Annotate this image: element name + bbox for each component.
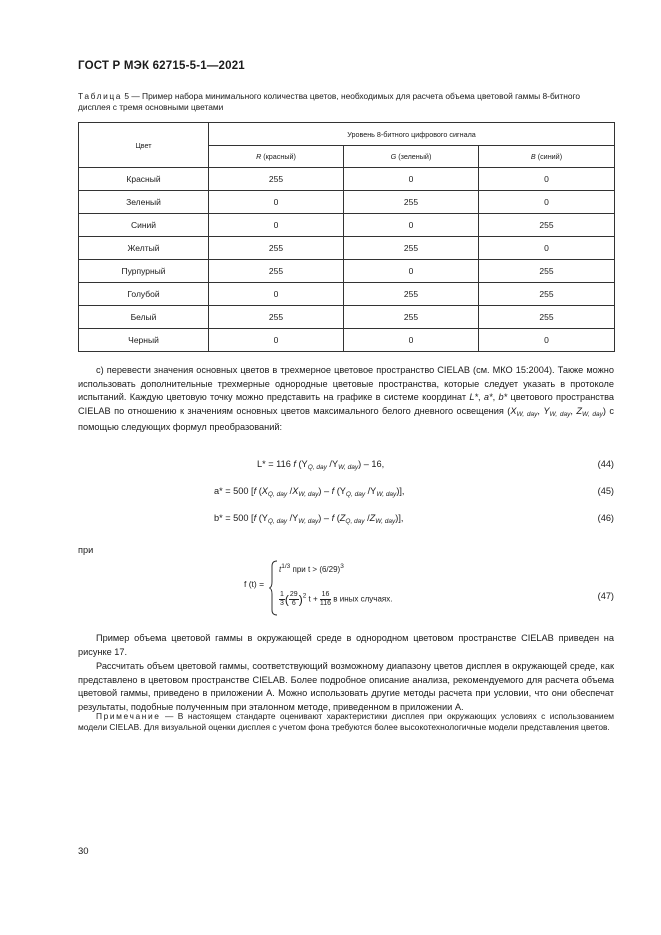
cell-color-name: Черный <box>79 329 209 352</box>
note <box>78 711 614 733</box>
cell-green: 255 <box>344 283 479 306</box>
cell-blue: 0 <box>479 237 615 260</box>
cell-red: 0 <box>209 191 344 214</box>
column-header-red: R (красный) <box>209 146 344 168</box>
cell-blue: 255 <box>479 306 615 329</box>
page-number: 30 <box>78 846 89 857</box>
cell-blue: 255 <box>479 283 615 306</box>
cell-green: 0 <box>344 168 479 191</box>
cell-green: 255 <box>344 191 479 214</box>
column-group-header: Уровень 8-битного цифрового сигнала <box>209 123 615 146</box>
cell-green: 0 <box>344 260 479 283</box>
note-label: Примечание <box>96 711 161 721</box>
table-caption-label: Таблица <box>78 91 123 101</box>
table-caption <box>78 91 614 113</box>
table-row <box>79 237 615 260</box>
paragraph-example: Пример объема цветовой гаммы в окружающей среде в однородном цветовом пространстве CIELAB приведен на рисунке 17. <box>78 633 614 657</box>
paragraph-c: c) перевести значения основных цветов в трехмерное цветовое пространство CIELAB (см. МКО 15:2004). Также можно использовать дополнительные трехмерные однородные цветовые пространства, которые следует указать в протоколе испытаний. Каждую цветовую точку можно представить на графике в системе координат L*, a*, b* цветового пространства CIELAB по отношению к значениям основных цветов максимального белого дневного освещения ($X_{W, day}$, $Y_{W, day}$, $Z_{W, day}$) с помощью следующих формул преобразований: <box>78 365 614 433</box>
cell-color-name: Красный <box>79 168 209 191</box>
equation-number-44: (44) <box>597 459 614 469</box>
cell-color-name: Пурпурный <box>79 260 209 283</box>
equation-45: a* = 500 [f ($X_{Q, day}$ $/X_{W, day}$) – f ($Y_{Q, day}$ $/Y_{W, day}$)], <box>214 486 405 498</box>
equation-47 <box>244 560 444 616</box>
cell-color-name: Зеленый <box>79 191 209 214</box>
eq47-lhs: f (t) = <box>244 579 265 589</box>
cell-red: 0 <box>209 329 344 352</box>
cell-red: 255 <box>209 260 344 283</box>
cell-red: 255 <box>209 237 344 260</box>
cell-red: 0 <box>209 214 344 237</box>
table-row <box>79 260 615 283</box>
cell-blue: 0 <box>479 191 615 214</box>
cell-green: 255 <box>344 306 479 329</box>
column-header-blue: B (синий) <box>479 146 615 168</box>
pri-label: при <box>78 545 94 555</box>
cell-green: 0 <box>344 214 479 237</box>
eq47-brace <box>269 560 279 616</box>
table-row <box>79 191 615 214</box>
table-row <box>79 306 615 329</box>
cell-green: 255 <box>344 237 479 260</box>
table-caption-text: 5 — Пример набора минимального количества цветов, необходимых для расчета объема цветовой гаммы 8-битного дисплея с тремя основными цветами <box>78 91 581 112</box>
cell-blue: 0 <box>479 329 615 352</box>
paragraph-calculate: Рассчитать объем цветовой гаммы, соответствующий возможному диапазону цветов дисплея в окружающей среде, как представлено в цветовом пространстве CIELAB. Более подробное описание анализа, рекомендуемого для расчета объема цветовой гаммы, приведено в приложении А. Можно использовать другие методы расчета при условии, что они обеспечат результаты, подобные полученным при эталонном методе, приведенном в приложении А. <box>78 661 614 712</box>
cell-blue: 0 <box>479 168 615 191</box>
cell-red: 255 <box>209 168 344 191</box>
cell-red: 0 <box>209 283 344 306</box>
color-table <box>78 122 615 352</box>
cell-green: 0 <box>344 329 479 352</box>
equation-number-45: (45) <box>597 486 614 496</box>
equation-44: L* = 116 f ($Y_{Q, day}$ $/Y_{W, day}) - 16$, <box>257 459 385 471</box>
note-text: — В настоящем стандарте оценивают характеристики дисплея при окружающих условиях с использованием модели CIELAB. Для визуальной оценки дисплея с учетом фона требуются более высокотехнологичные модели представления цветов. <box>78 711 614 732</box>
equation-46: b* = 500 [f ($Y_{Q, day}$ $/Y_{W, day}$) – f ($Z_{Q, day}$ $/Z_{W, day}$)], <box>214 513 404 525</box>
cell-color-name: Белый <box>79 306 209 329</box>
eq47-line1: $t^{1/3}$ при $t > (6/29)^3$ <box>279 563 344 574</box>
cell-blue: 255 <box>479 260 615 283</box>
table-row <box>79 214 615 237</box>
cell-blue: 255 <box>479 214 615 237</box>
column-header-color: Цвет <box>79 123 209 168</box>
cell-color-name: Синий <box>79 214 209 237</box>
equation-number-47: (47) <box>597 591 614 601</box>
table-row <box>79 283 615 306</box>
cell-color-name: Желтый <box>79 237 209 260</box>
cell-red: 255 <box>209 306 344 329</box>
equation-number-46: (46) <box>597 513 614 523</box>
cell-color-name: Голубой <box>79 283 209 306</box>
table-row <box>79 168 615 191</box>
table-row <box>79 329 615 352</box>
document-header: ГОСТ Р МЭК 62715-5-1—2021 <box>78 60 245 72</box>
column-header-green: G (зеленый) <box>344 146 479 168</box>
eq47-line2: $\frac{1}{3}$ ( $\frac{29}{6}$ )$^2$ t + $\frac{16}{116}$ в иных случаях. <box>280 591 393 607</box>
